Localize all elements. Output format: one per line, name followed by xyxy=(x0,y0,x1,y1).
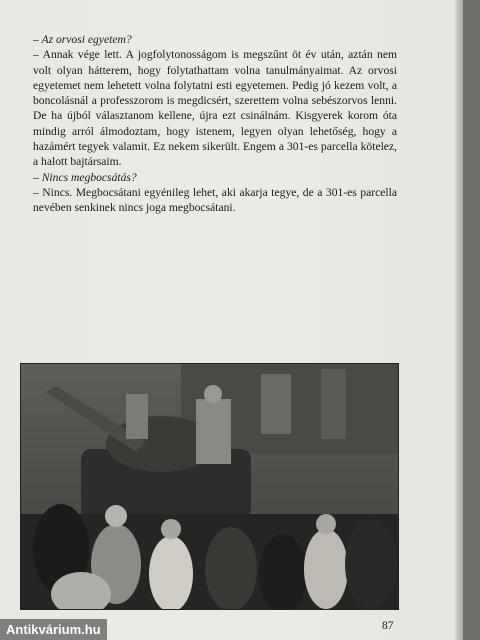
question-paragraph: – Nincs megbocsátás? xyxy=(33,170,137,184)
photo-illustration xyxy=(21,364,398,609)
answer-paragraph: – Annak vége lett. A jogfolytonosságom is megszűnt öt év után, aztán nem volt olyan hátterem, hogy folytathattam volna tanulmányaimat. Az orvosi egyetemet nem lehetett volna folytatni esti egyetemen. Pedig jó kezem volt, a boncolásnál a professzorom is megdicsért, szerettem volna sebészorvos lenni. De ha újból választanom kellene, újra ezt csinálnám. Kisgyerek korom óta mindig arról álmodoztam, hogy istenem, legyen olyan lehetőség, hogy a hazámért tegyek valamit. Ez nekem sikerült. Engem a 301-es parcella kötelez, a halott bajtársaim. xyxy=(33,48,397,169)
answer-paragraph: – Nincs. Megbocsátani egyénileg lehet, aki akarja tegye, de a 301-es parcella nevében senkinek nincs joga megbocsátani. xyxy=(33,185,397,215)
body-text xyxy=(33,32,397,216)
crowd-around-tank-photo xyxy=(20,363,399,610)
watermark-logo: Antikvárium.hu xyxy=(0,619,107,640)
page-edge xyxy=(455,0,463,640)
page-number: 87 xyxy=(382,620,394,632)
question-paragraph: – Az orvosi egyetem? xyxy=(33,33,132,46)
